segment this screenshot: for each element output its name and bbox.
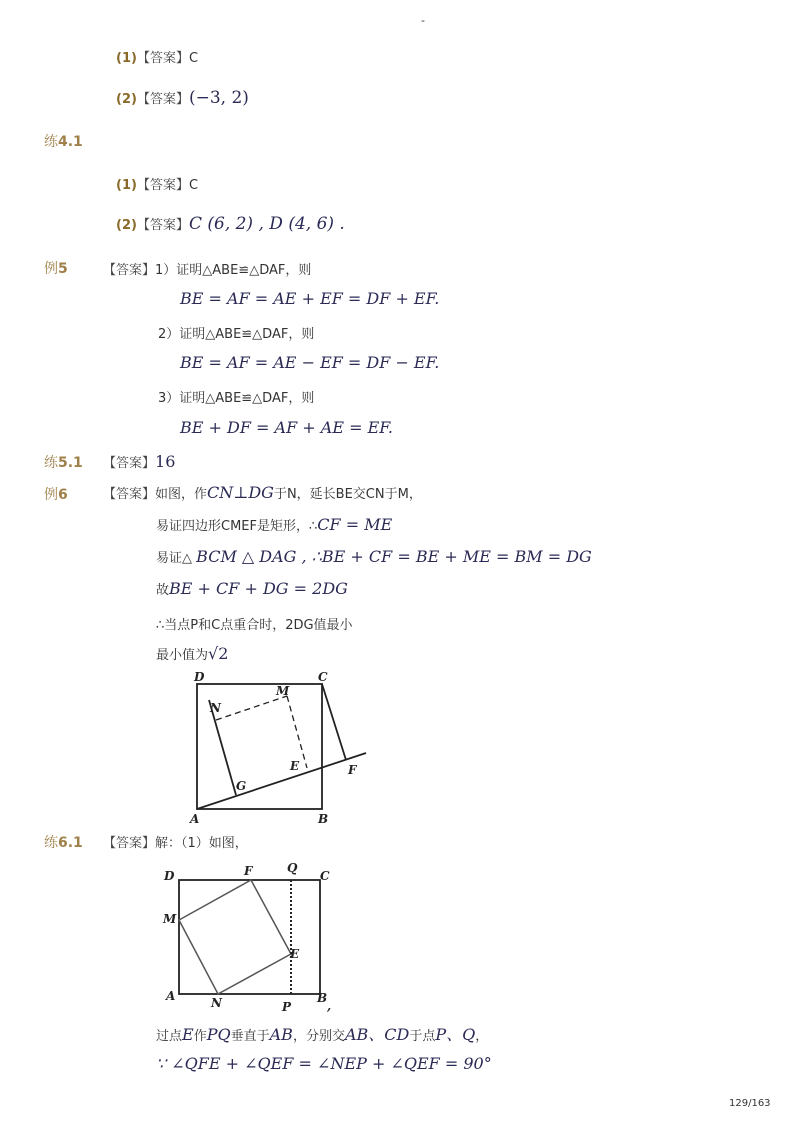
header-mark: - [421,14,425,27]
example-5-step-2: 2）证明△ABE≌△DAF，则 [158,327,315,342]
example-6-line-6: 最小值为√2 [156,644,229,663]
example-5-step-1: 【答案】1）证明△ABE≌△DAF，则 [103,263,312,278]
answer-number: (2) [116,218,137,233]
answer-tag: 【答案】 [136,92,189,107]
label-m: M [276,684,290,698]
answer-tag: 【答案】 [103,263,156,278]
geometry-figure-exercise-6-1 [160,858,340,1018]
answer-value: (−3, 2) [188,88,249,108]
answer-value: C [188,178,199,193]
label-p: P [282,1000,292,1014]
exercise-6-1-line-1: 过点E作PQ垂直于AB，分别交AB、CD于点P、Q， [156,1025,489,1044]
label-d: D [164,869,175,883]
label-d: D [194,670,205,684]
answer-tag: 【答案】 [136,218,189,233]
prev-answer-1 [116,47,198,66]
label-f: F [348,763,357,777]
answer-value: 16 [155,452,176,471]
page-number: 129/163 [729,1098,771,1109]
exercise-label-6-1: 练6.1 [44,835,83,851]
answer-tag: 【答案】 [103,487,156,502]
label-q: Q [287,861,298,875]
label-a: A [166,989,176,1003]
label-g: G [236,779,247,793]
label-e: E [290,759,300,773]
label-comma: , [327,999,332,1013]
inner-square-mfen [179,880,291,994]
exercise-label-5-1: 练5.1 [44,455,83,471]
geometry-figure-example-6 [188,668,373,828]
label-a: A [190,812,200,826]
example-6-line-3: 易证△ BCM △ DAG , ∴BE + CF = BE + ME = BM = DG [156,547,592,566]
answer-6-1: 【答案】解：（1）如图， [103,836,248,851]
dashed-me [287,696,307,768]
label-c: C [318,670,328,684]
example-5-step-3: 3）证明△ABE≌△DAF，则 [158,391,315,406]
answer-number: (1) [116,51,137,66]
exercise-label-4-1: 练4.1 [44,134,83,150]
label-n: N [210,701,221,715]
example-6-line-5: ∴当点P和C点重合时，2DG值最小 [156,618,353,633]
answer-number: (2) [116,92,137,107]
example-6-line-1: 【答案】如图，作CN⊥DG于N，延长BE交CN于M， [103,483,422,502]
answer-5-1 [103,452,175,471]
answer-4-1-2 [116,214,345,234]
answer-tag: 【答案】 [136,178,189,193]
example-label-6: 例6 [44,487,68,503]
line-cf [322,684,346,760]
example-6-line-2: 易证四边形CMEF是矩形，∴CF = ME [156,515,393,534]
answer-value: C (6, 2) , D (4, 6) . [188,214,345,234]
example-5-formula-3: BE + DF = AF + AE = EF. [180,418,393,437]
example-5-formula-2: BE = AF = AE − EF = DF − EF. [180,353,440,372]
label-b: B [317,991,328,1005]
answer-tag: 【答案】 [103,456,156,471]
answer-tag: 【答案】 [103,836,156,851]
line-ag-extended [197,753,366,809]
answer-4-1-1 [116,174,198,193]
label-b: B [318,812,329,826]
example-label-5: 例5 [44,261,68,277]
label-c: C [320,869,330,883]
exercise-6-1-line-2: ∵ ∠QFE + ∠QEF = ∠NEP + ∠QEF = 90° [156,1054,492,1073]
answer-number: (1) [116,178,137,193]
label-e: E [290,947,300,961]
label-f: F [244,864,253,878]
answer-tag: 【答案】 [136,51,189,66]
dashed-nm [216,696,287,720]
prev-answer-2 [116,88,249,108]
label-m: M [163,912,177,926]
example-5-formula-1: BE = AF = AE + EF = DF + EF. [180,289,440,308]
answer-value: C [188,51,199,66]
example-6-line-4: 故BE + CF + DG = 2DG [156,579,348,598]
label-n: N [211,996,222,1010]
